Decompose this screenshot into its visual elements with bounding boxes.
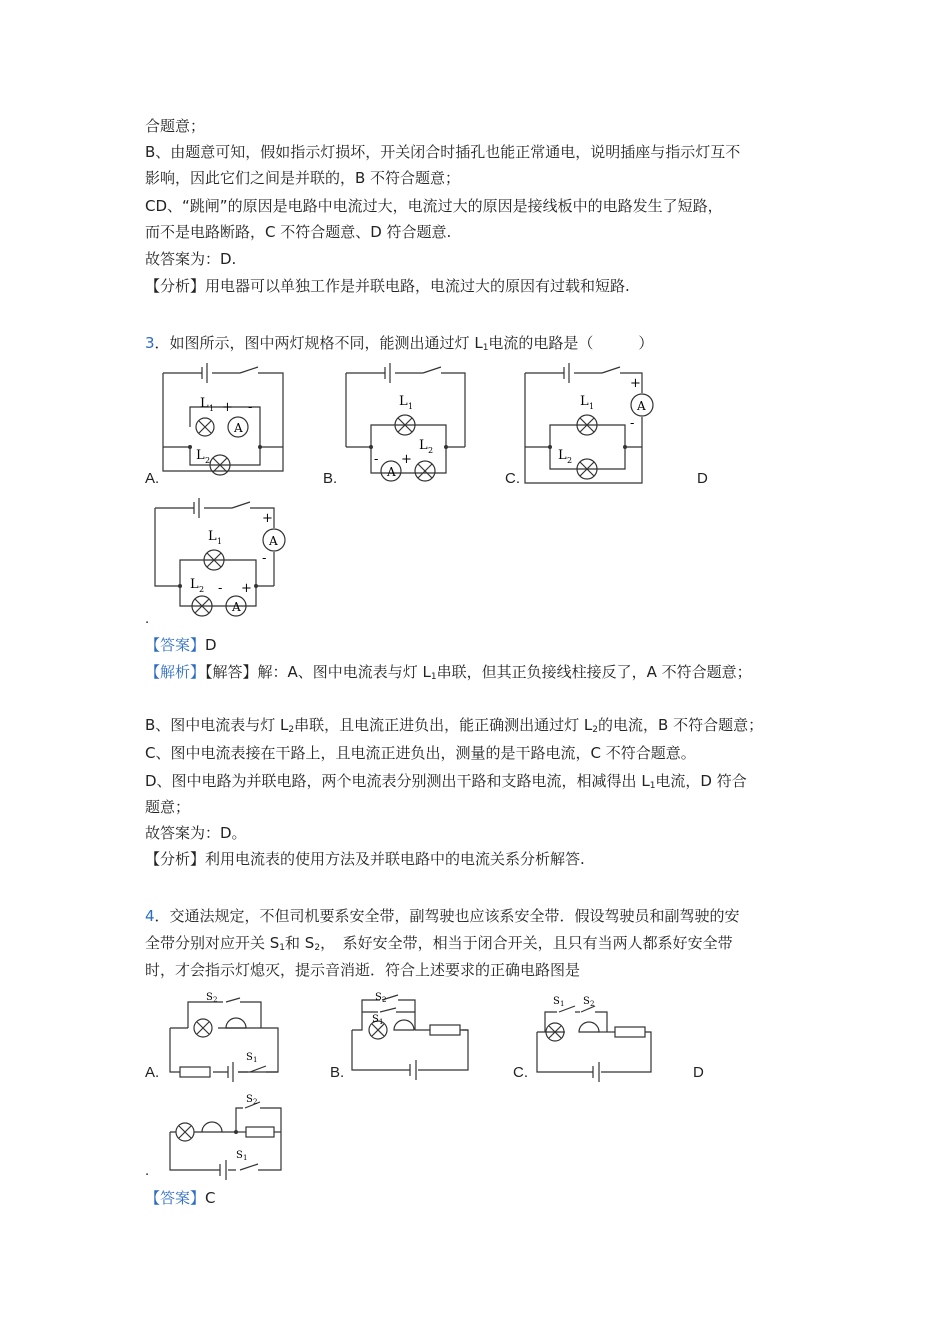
q4-option-a[interactable]: A. — [145, 1064, 160, 1081]
q4-number: 4 — [145, 907, 155, 925]
svg-text:-: - — [262, 551, 267, 566]
q3-option-d[interactable]: D — [697, 470, 708, 487]
svg-text:2: 2 — [205, 456, 211, 465]
svg-text:S: S — [553, 996, 560, 1007]
svg-text:L: L — [419, 438, 428, 453]
q2-line-4: 而不是电路断路，C 不符合题意、D 符合题意. — [145, 223, 452, 241]
q3-solution-d-cont: 题意； — [145, 798, 191, 816]
q3-circuit-c — [522, 365, 662, 485]
svg-text:-: - — [374, 452, 379, 467]
svg-text:-: - — [630, 416, 635, 431]
svg-text:S: S — [372, 1014, 379, 1025]
svg-text:S: S — [375, 992, 382, 1003]
q2-line-2: 影响，因此它们之间是并联的，B 不符合题意； — [145, 169, 461, 187]
svg-text:L: L — [558, 448, 567, 463]
svg-text:L: L — [196, 448, 205, 463]
q3-circuit-a — [160, 365, 285, 480]
svg-text:+: + — [262, 511, 273, 526]
q4-circuit-d — [168, 1090, 288, 1175]
q3-final-answer: 故答案为：D。 — [145, 824, 247, 842]
q3-option-b[interactable]: B. — [323, 470, 338, 487]
q4-option-d-dot: . — [145, 1162, 150, 1179]
svg-text:S: S — [583, 996, 590, 1007]
q3-circuit-b — [343, 365, 468, 485]
q3-analysis: 【分析】利用电流表的使用方法及并联电路中的电流关系分析解答. — [145, 850, 585, 868]
svg-text:L: L — [190, 577, 199, 592]
q2-line-1: B、由题意可知，假如指示灯损坏，开关闭合时插孔也能正常通电，说明插座与指示灯互不 — [145, 143, 741, 161]
svg-text:2: 2 — [382, 996, 387, 1004]
svg-text:2: 2 — [253, 1098, 258, 1106]
svg-text:1: 1 — [589, 402, 595, 411]
svg-text:L: L — [208, 529, 217, 544]
q4-stem-2: 全带分别对应开关 $S_1$和 $S_2$， 系好安全带，相当于闭合开关，且只有当两人都系好安全带 — [145, 934, 733, 953]
svg-text:S: S — [236, 1150, 243, 1161]
q3-circuit-d — [152, 500, 292, 625]
svg-text:+: + — [222, 400, 233, 415]
svg-text:A: A — [387, 465, 396, 479]
q4-circuit-a — [168, 990, 288, 1080]
q3-option-a[interactable]: A. — [145, 470, 160, 487]
q2-analysis: 【分析】用电器可以单独工作是并联电路，电流过大的原因有过载和短路. — [145, 277, 630, 295]
svg-text:-: - — [218, 581, 223, 596]
svg-text:1: 1 — [379, 1018, 384, 1026]
svg-text:+: + — [401, 452, 412, 467]
svg-text:1: 1 — [209, 404, 215, 413]
q3-jiexi: 【解析】【解答】解：A、图中电流表与灯 $L_1$串联，但其正负接线柱接反了，A 不符合题意； — [145, 663, 752, 682]
svg-text:+: + — [630, 376, 641, 391]
q2-line-0: 合题意； — [145, 117, 206, 135]
svg-text:1: 1 — [560, 1000, 565, 1008]
svg-text:S: S — [246, 1094, 253, 1105]
svg-text:2: 2 — [567, 456, 573, 465]
svg-text:1: 1 — [217, 537, 223, 546]
svg-text:+: + — [241, 581, 252, 596]
svg-text:A: A — [269, 534, 278, 548]
svg-text:A: A — [232, 600, 241, 614]
svg-text:A: A — [637, 399, 646, 413]
q4-stem-3: 时，才会指示灯熄灭，提示音消逝．符合上述要求的正确电路图是 — [145, 961, 581, 979]
svg-text:2: 2 — [213, 996, 218, 1004]
q3-number: 3 — [145, 334, 155, 352]
svg-text:2: 2 — [590, 1000, 595, 1008]
q3-answer: 【答案】D — [145, 636, 217, 654]
svg-text:L: L — [200, 396, 209, 411]
q4-option-c[interactable]: C. — [513, 1064, 528, 1081]
svg-text:L: L — [399, 394, 408, 409]
q2-line-3: CD、“跳闸”的原因是电路中电流过大，电流过大的原因是接线板中的电路发生了短路， — [145, 197, 723, 215]
svg-text:L: L — [580, 394, 589, 409]
svg-text:2: 2 — [428, 446, 434, 455]
q4-circuit-c — [535, 990, 655, 1080]
svg-text:1: 1 — [253, 1056, 258, 1064]
svg-text:A: A — [234, 421, 243, 435]
q3-stem: 3．如图所示，图中两灯规格不同，能测出通过灯 $L_1$电流的电路是（ ） — [145, 334, 654, 353]
q3-solution-d: D、图中电路为并联电路，两个电流表分别测出干路和支路电流，相减得出 $L_1$电流，D 符合 — [145, 772, 747, 791]
q4-circuit-b — [350, 990, 470, 1080]
svg-text:2: 2 — [199, 585, 205, 594]
q4-option-d[interactable]: D — [693, 1064, 704, 1081]
q4-answer: 【答案】C — [145, 1189, 216, 1207]
q3-option-c[interactable]: C. — [505, 470, 520, 487]
q3-solution-c: C、图中电流表接在干路上，且电流正进负出，测量的是干路电流，C 不符合题意。 — [145, 744, 696, 762]
svg-text:S: S — [246, 1052, 253, 1063]
q3-solution-b: B、图中电流表与灯 $L_2$串联，且电流正进负出，能正确测出通过灯 $L_2$的电流，B 不符合题意； — [145, 716, 764, 735]
svg-text:S: S — [206, 992, 213, 1003]
svg-text:1: 1 — [243, 1154, 248, 1162]
q3-option-d-dot: . — [145, 610, 150, 627]
svg-text:1: 1 — [408, 402, 414, 411]
q2-line-5: 故答案为：D. — [145, 250, 237, 268]
q4-option-b[interactable]: B. — [330, 1064, 345, 1081]
q4-stem-1: 4．交通法规定，不但司机要系安全带，副驾驶也应该系安全带．假设驾驶员和副驾驶的安 — [145, 907, 740, 925]
svg-text:-: - — [248, 400, 253, 415]
